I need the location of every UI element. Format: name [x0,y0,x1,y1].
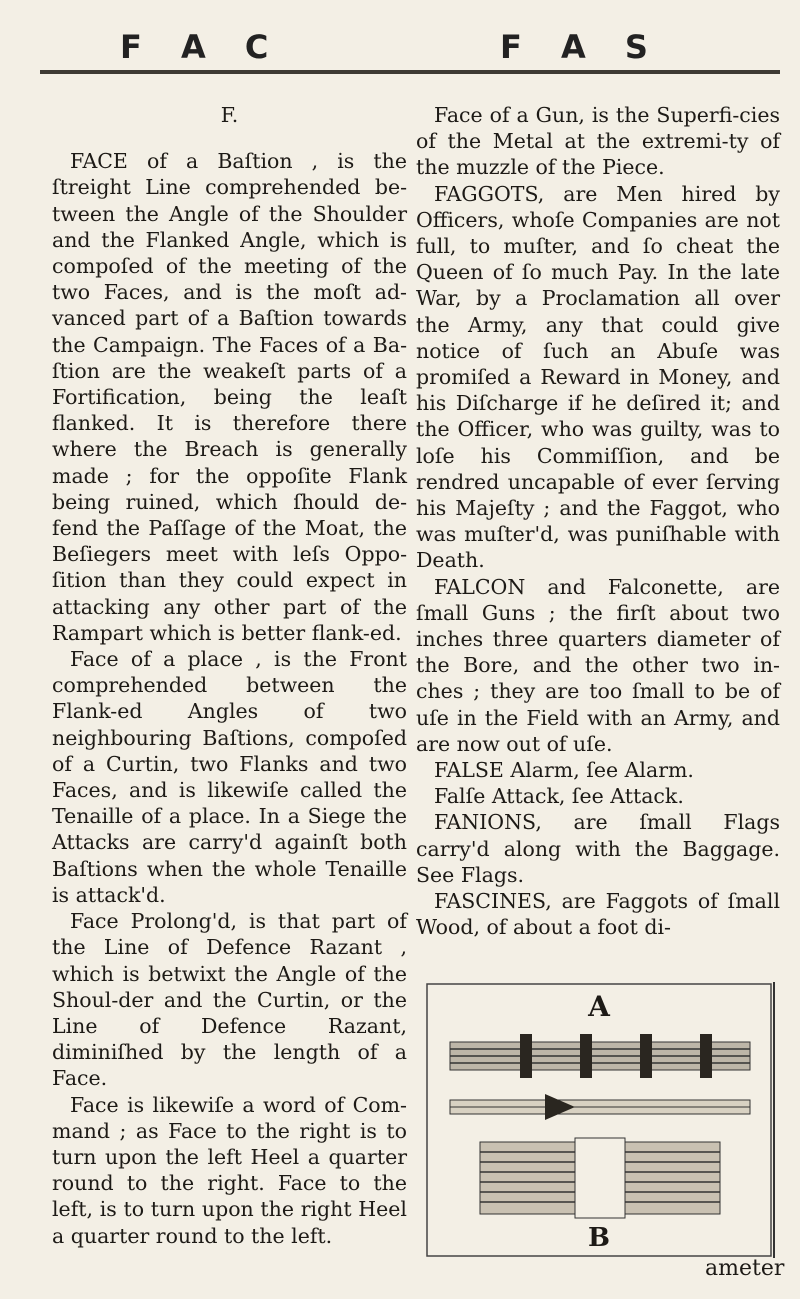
header-left: F A C [120,28,283,66]
entry-false-alarm: FALSE Alarm, ſee Alarm. [434,758,694,783]
fascine-b-icon [480,1138,720,1218]
section-letter: F. [220,103,239,127]
figure-caption: ameter [705,1256,785,1281]
header-rule [40,70,780,74]
right-column [416,102,780,941]
entry-face-of-place: Face of a place , is the Front comprehended between the Flank-ed Angles of two neighbouring Baſtions, compoſed of a Curtin, two Flanks and two Faces, and is likewiſe called the Tenaille of a place. In a Siege the Attacks are carry'd againſt both Baſtions when the whole Tenaille is attack'd. [52,647,407,907]
entry-fanions: FANIONS, are ſmall Flags carry'd along with the Baggage. See Flags. [416,810,780,887]
entry-face-command: Face is likewiſe a word of Com-mand ; as Face to the right is to turn upon the left Heel a quarter round to the right. Face to the left, is to turn upon the right Heel a quarter round to the left. [52,1092,407,1248]
fascine-drawing [425,982,773,1258]
left-column [52,102,407,1249]
entry-fascines: FASCINES, are Faggots of ſmall Wood, of about a foot di- [416,889,780,940]
entry-face-of-gun: Face of a Gun, is the Superfi-cies of the Metal at the extremi-ty of the muzzle of the Piece. [416,103,780,180]
entry-face-of-bastion: FACE of a Baſtion , is the ſtreight Line comprehended be-tween the Angle of the Shoulder and the Flanked Angle, which is compoſed of the meeting of the two Faces, and is the moſt ad-vanced part of a Baſtion towards the Campaign. The Faces of a Ba-ſtion are the weakeſt parts of a Fortification, being the leaſt flanked. It is therefore there where the Breach is generally made ; for the oppoſite Flank being ruined, which ſhould de-fend the Paſſage of the Moat, the Beſiegers meet with leſs Oppo-ſition than they could expect in attacking any other part of the Rampart which is better flank-ed. [52,149,407,645]
figure-label-b: B [588,1223,610,1253]
entry-false-attack: Falſe Attack, ſee Attack. [434,784,684,809]
entry-faggots: FAGGOTS, are Men hired by Officers, whoſe Companies are not full, to muſter, and ſo cheat the Queen of ſo much Pay. In the late War, by a Proclamation all over the Army, any that could give notice of ſuch an Abuſe was promiſed a Reward in Money, and his Diſcharge if he deſired it; and the Officer, who was guilty, was to loſe his Commiſſion, and be rendred uncapable of ever ſerving his Majeſty ; and the Faggot, who was muſter'd, was puniſhable with Death. [416,181,780,573]
entry-falcon: FALCON and Falconette, are ſmall Guns ; the firſt about two inches three quarters diameter of the Bore, and the other two in-ches ; they are too ſmall to be of uſe in the Field with an Army, and are now out of uſe. [416,574,780,756]
fascine-a-icon [450,1034,750,1120]
running-header [0,6,800,66]
entry-face-prolonged: Face Prolong'd, is that part of the Line of Defence Razant , which is betwixt the Angle of the Shoul-der and the Curtin, or the Line of Defence Razant, diminiſhed by the length of a Face. [52,909,407,1091]
header-right: F A S [500,28,662,66]
fascine-illustration [425,982,775,1258]
figure-label-a: A [588,990,610,1023]
